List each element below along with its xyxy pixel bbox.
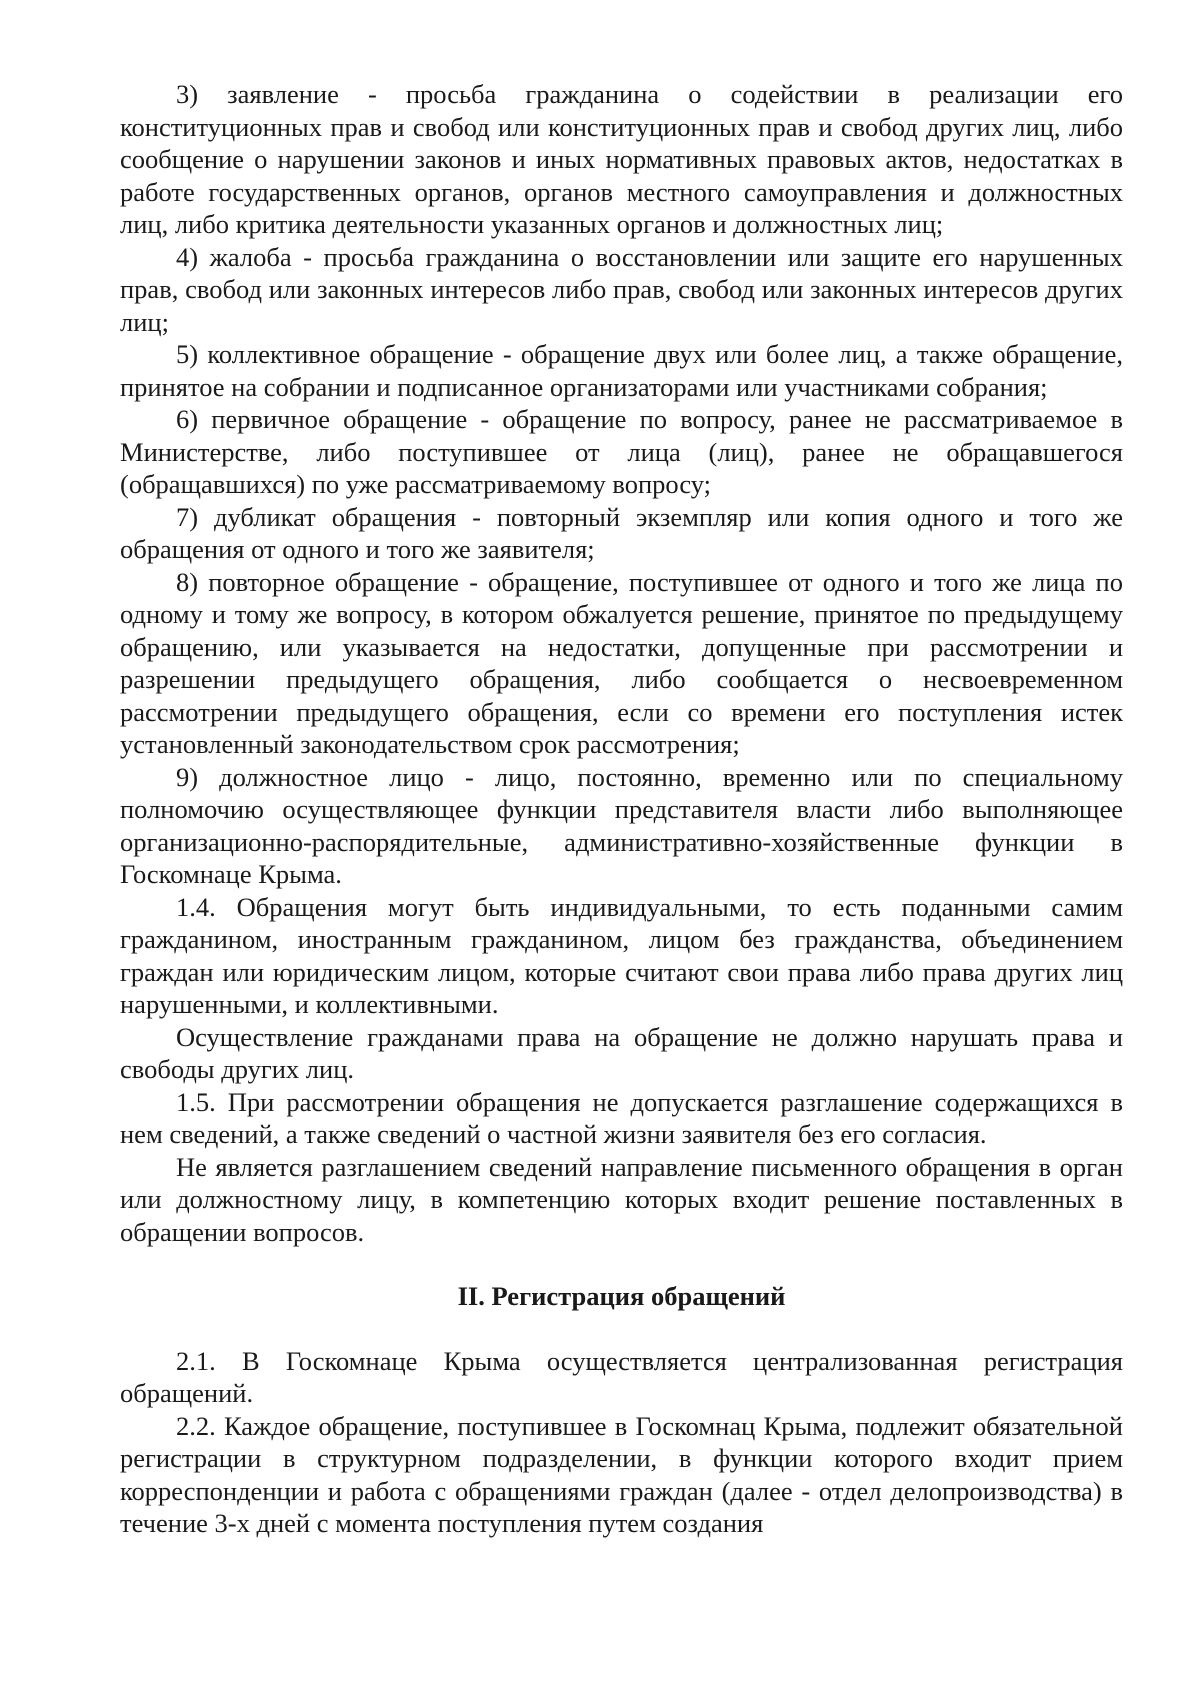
paragraph-definition-repeated-appeal: 8) повторное обращение - обращение, поступившее от одного и того же лица по одному и тому же вопросу, в котором обжалуется решение, принятое по предыдущему обращению, или указывается на недостатки, допущенные при рассмотрении и разрешении предыдущего обращения, либо сообщается о несвоевременном рассмотрении предыдущего обращения, если со времени его поступления истек установленный законодательством срок рассмотрения; [120, 566, 1123, 759]
paragraph-definition-duplicate-appeal: 7) дубликат обращения - повторный экземпляр или копия одного и того же обращения от одного и того же заявителя; [120, 501, 1123, 564]
paragraph-clause-2-2: 2.2. Каждое обращение, поступившее в Госкомнац Крыма, подлежит обязательной регистрации в структурном подразделении, в функции которого входит прием корреспонденции и работа с обращениями граждан (далее - отдел делопроизводства) в течение 3-х дней с момента поступления путем создания [120, 1410, 1123, 1538]
paragraph-not-disclosure: Не является разглашением сведений направление письменного обращения в орган или должностному лицу, в компетенцию которых входит решение поставленных в обращении вопросов. [120, 1151, 1123, 1247]
paragraph-clause-1-5: 1.5. При рассмотрении обращения не допускается разглашение содержащихся в нем сведений, а также сведений о частной жизни заявителя без его согласия. [120, 1086, 1123, 1149]
document-page [120, 78, 1123, 1540]
paragraph-rights-of-others: Осуществление гражданами права на обращение не должно нарушать права и свободы других лиц. [120, 1021, 1123, 1084]
paragraph-definition-collective-appeal: 5) коллективное обращение - обращение двух или более лиц, а также обращение, принятое на собрании и подписанное организаторами или участниками собрания; [120, 339, 1123, 402]
section-heading: II. Регистрация обращений [457, 1281, 786, 1311]
paragraph-clause-1-4: 1.4. Обращения могут быть индивидуальными, то есть поданными самим гражданином, иностранным гражданином, лицом без гражданства, объединением граждан или юридическим лицом, которые считают свои права либо права других лиц нарушенными, и коллективными. [120, 891, 1123, 1019]
paragraph-definition-statement: 3) заявление - просьба гражданина о содействии в реализации его конституционных прав и свобод или конституционных прав и свобод других лиц, либо сообщение о нарушении законов и иных нормативных правовых актов, недостатках в работе государственных органов, органов местного самоуправления и должностных лиц, либо критика деятельности указанных органов и должностных лиц; [120, 79, 1123, 239]
paragraph-clause-2-1: 2.1. В Госкомнаце Крыма осуществляется централизованная регистрация обращений. [120, 1345, 1123, 1408]
paragraph-definition-official: 9) должностное лицо - лицо, постоянно, временно или по специальному полномочию осуществляющее функции представителя власти либо выполняющее организационно-распорядительные, административно-хозяйственные функции в Госкомнаце Крыма. [120, 761, 1123, 889]
paragraph-definition-complaint: 4) жалоба - просьба гражданина о восстановлении или защите его нарушенных прав, свобод или законных интересов либо прав, свобод или законных интересов других лиц; [120, 241, 1123, 337]
paragraph-definition-primary-appeal: 6) первичное обращение - обращение по вопросу, ранее не рассматриваемое в Министерстве, либо поступившее от лица (лиц), ранее не обращавшегося (обращавшихся) по уже рассматриваемому вопросу; [120, 404, 1123, 499]
